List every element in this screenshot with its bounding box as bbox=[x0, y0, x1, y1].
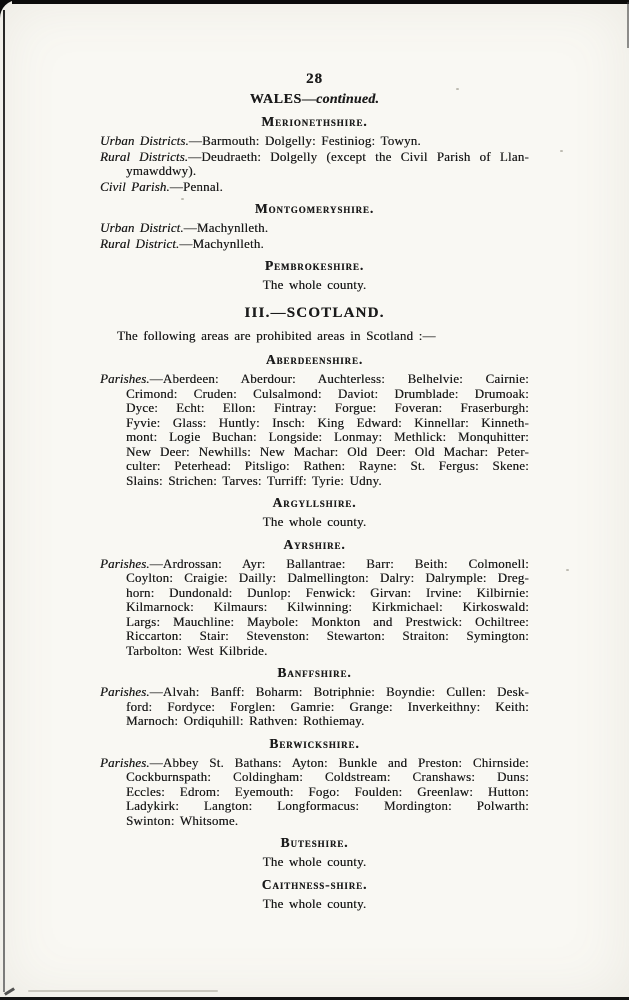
line-text: Machynlleth. bbox=[196, 220, 269, 235]
text-line: mont: Logie Buchan: Longside: Lonmay: Methlick: Monquhitter: bbox=[126, 429, 529, 444]
em-dash: — bbox=[183, 220, 197, 235]
region-heading-text: III.—SCOTLAND. bbox=[244, 304, 385, 321]
text-block bbox=[100, 72, 529, 913]
text-line: Cockburnspath: Coldingham: Coldstream: Cranshaws: Duns: bbox=[126, 769, 529, 784]
text-line bbox=[100, 221, 529, 236]
county-heading: Caithness-shire. bbox=[261, 876, 368, 892]
line-text: Deudraeth: Dolgelly (except the Civil Parish of Llan- bbox=[201, 148, 529, 164]
entry-lead: Parishes. bbox=[100, 684, 150, 699]
text-line: Fyvie: Glass: Huntly: Insch: King Edward: Kinnellar: Kinneth- bbox=[126, 414, 529, 430]
county-heading: Berwickshire. bbox=[269, 735, 360, 751]
entry-lead: Urban District. bbox=[100, 220, 184, 235]
parish-entry bbox=[100, 372, 529, 488]
text-line: horn: Dundonald: Dunlop: Fenwick: Girvan: Irvine: Kilbirnie: bbox=[126, 584, 529, 600]
scan-edge-top bbox=[12, 0, 629, 4]
region-heading bbox=[100, 93, 529, 108]
line-text: Pennal. bbox=[182, 178, 223, 194]
entry-lead: Rural District. bbox=[100, 235, 180, 251]
line-text: Abbey St. Bathans: Ayton: Bunkle and Preston: Chirnside: bbox=[162, 754, 529, 770]
entry-lead: Parishes. bbox=[100, 371, 150, 386]
intro-line: The following areas are prohibited areas in Scotland :— bbox=[117, 327, 436, 343]
county-heading: Montgomeryshire. bbox=[254, 201, 375, 216]
em-dash: — bbox=[149, 371, 163, 386]
text-line bbox=[100, 372, 529, 387]
line-text: Alvah: Banff: Boharm: Botriphnie: Boyndie: Cullen: Desk- bbox=[162, 684, 529, 699]
em-dash: — bbox=[149, 555, 163, 571]
em-dash: — bbox=[188, 148, 202, 164]
text-line: Slains: Strichen: Tarves: Turriff: Tyrie: Udny. bbox=[126, 472, 382, 488]
line-text: Ardrossan: Ayr: Ballantrae: Barr: Beith: Colmonell: bbox=[162, 555, 529, 571]
text-line: Marnoch: Ordiquhill: Rathven: Rothiemay. bbox=[126, 713, 365, 728]
parish-entry bbox=[100, 134, 529, 149]
parish-entry bbox=[100, 237, 529, 252]
text-line: Largs: Mauchline: Maybole: Monkton and Prestwick: Ochiltree: bbox=[126, 613, 529, 629]
text-line: Crimond: Cruden: Culsalmond: Daviot: Drumblade: Drumoak: bbox=[126, 385, 529, 401]
text-line: Swinton: Whitsome. bbox=[126, 812, 239, 828]
text-line: Riccarton: Stair: Stevenston: Stewarton: Straiton: Symington: bbox=[126, 628, 529, 643]
text-line: New Deer: Newhills: New Machar: Old Deer: Old Machar: Peter- bbox=[126, 443, 529, 459]
entry-lead: Civil Parish. bbox=[100, 178, 170, 194]
text-line: Kilmarnock: Kilmaurs: Kilwinning: Kirkmichael: Kirkoswald: bbox=[126, 599, 529, 614]
text-line: Eccles: Edrom: Eyemouth: Fogo: Foulden: Greenlaw: Hutton: bbox=[126, 783, 529, 799]
text-line: Ladykirk: Langton: Longformacus: Mordington: Polwarth: bbox=[126, 798, 529, 813]
entry-lead: Urban Districts. bbox=[100, 133, 189, 148]
text-line: ymawddwy). bbox=[126, 163, 197, 178]
county-heading: Merionethshire. bbox=[261, 114, 368, 129]
scan-edge-left bbox=[3, 10, 5, 992]
parish-entry bbox=[100, 180, 529, 195]
em-dash: — bbox=[179, 235, 193, 251]
page-number: 28 bbox=[306, 71, 323, 87]
parish-entry bbox=[100, 557, 529, 659]
entry-lead: Parishes. bbox=[100, 754, 150, 770]
em-dash: — bbox=[149, 754, 163, 770]
text-line bbox=[100, 756, 529, 771]
county-heading: Pembrokeshire. bbox=[264, 258, 365, 273]
line-text: Barmouth: Dolgelly: Festiniog: Towyn. bbox=[202, 133, 421, 148]
scan-speck bbox=[566, 569, 569, 571]
text-line: culter: Peterhead: Pitsligo: Rathen: Rayne: St. Fergus: Skene: bbox=[126, 458, 529, 473]
scan-smudge bbox=[28, 990, 218, 992]
region-heading-suffix: —continued. bbox=[301, 91, 380, 107]
county-heading: Argyllshire. bbox=[272, 495, 357, 510]
parish-entry bbox=[100, 150, 529, 179]
text-line bbox=[100, 134, 529, 149]
text-line bbox=[100, 237, 529, 252]
text-line: Dyce: Echt: Ellon: Fintray: Forgue: Foveran: Fraserburgh: bbox=[126, 400, 529, 415]
whole-county-line: The whole county. bbox=[262, 854, 367, 869]
text-line bbox=[100, 557, 529, 572]
text-line bbox=[100, 150, 529, 165]
whole-county-line: The whole county. bbox=[262, 895, 367, 911]
county-heading: Buteshire. bbox=[280, 835, 349, 850]
scan-speck bbox=[560, 150, 563, 152]
whole-county-line: The whole county. bbox=[262, 514, 367, 529]
line-text: Aberdeen: Aberdour: Auchterless: Belhelvie: Cairnie: bbox=[162, 371, 529, 386]
county-heading: Ayrshire. bbox=[283, 536, 346, 552]
region-heading-text: WALES bbox=[249, 91, 302, 107]
text-line: ford: Fordyce: Forglen: Gamrie: Grange: Inverkeithny: Keith: bbox=[126, 698, 529, 714]
entry-lead: Rural Districts. bbox=[100, 148, 189, 164]
county-heading: Banffshire. bbox=[277, 665, 352, 680]
county-heading: Aberdeenshire. bbox=[265, 352, 364, 367]
em-dash: — bbox=[188, 133, 203, 148]
em-dash: — bbox=[169, 178, 183, 194]
region-heading bbox=[100, 305, 529, 322]
text-line bbox=[100, 180, 529, 195]
em-dash: — bbox=[149, 684, 163, 699]
text-line: Coylton: Craigie: Dailly: Dalmellington: Dalry: Dalrymple: Dreg- bbox=[126, 570, 529, 585]
text-line: Tarbolton: West Kilbride. bbox=[126, 642, 268, 658]
parish-entry bbox=[100, 221, 529, 236]
whole-county-line: The whole county. bbox=[262, 277, 367, 292]
parish-entry bbox=[100, 685, 529, 729]
parish-entry bbox=[100, 756, 529, 829]
entry-lead: Parishes. bbox=[100, 555, 150, 571]
line-text: Machynlleth. bbox=[192, 235, 264, 251]
text-line bbox=[100, 685, 529, 700]
